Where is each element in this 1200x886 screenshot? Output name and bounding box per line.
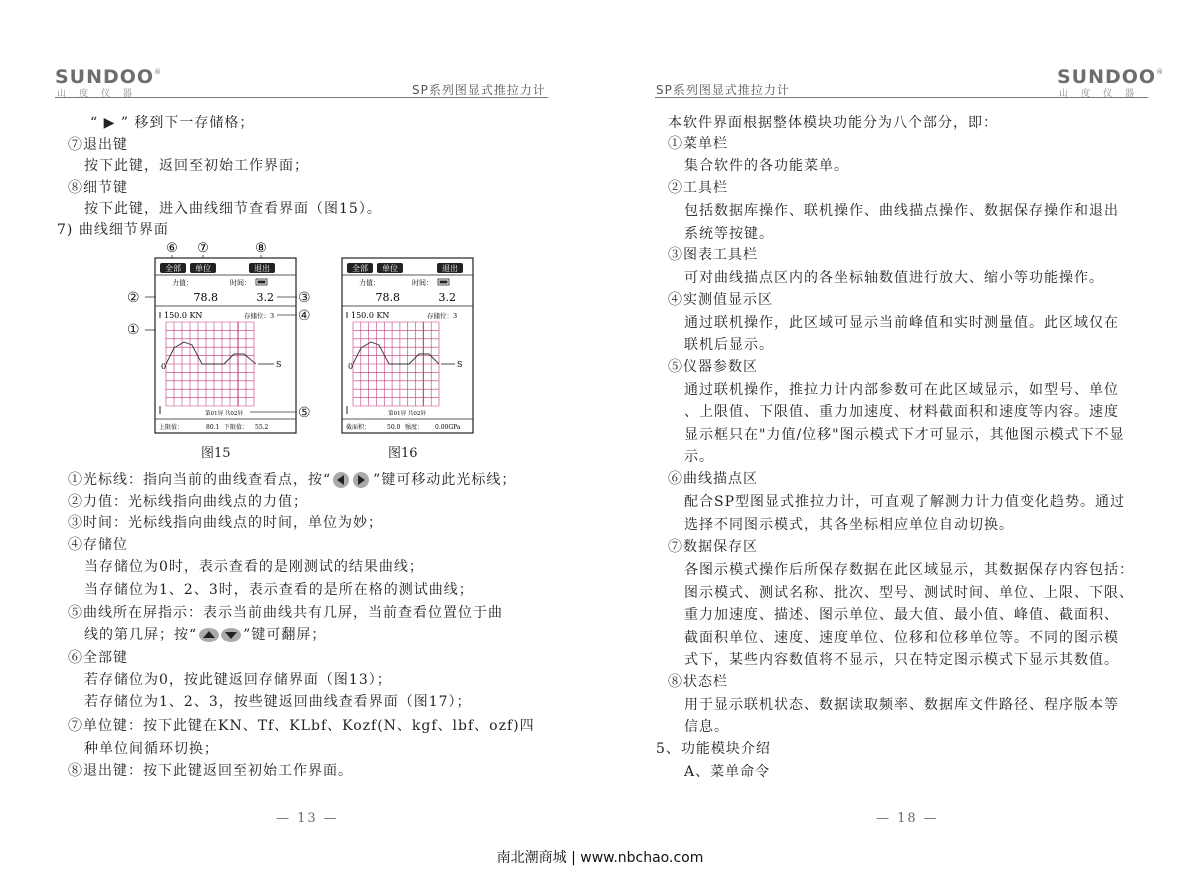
- svg-text:存储位：3: 存储位：3: [427, 312, 458, 320]
- section-heading: 7) 曲线细节界面: [57, 222, 169, 238]
- svg-text:55.2: 55.2: [255, 424, 269, 431]
- svg-text:0: 0: [348, 362, 354, 371]
- svg-text:第01屏 共02屏: 第01屏 共02屏: [388, 411, 426, 417]
- svg-text:存储位：3: 存储位：3: [244, 312, 275, 320]
- desc-line: ⑥全部键: [68, 650, 128, 666]
- text-line: 通过联机操作，推拉力计内部参数可在此区域显示，如型号、单位: [684, 382, 1119, 398]
- desc-line: ⑦单位键：按下此键在KN、Tf、KLbf、Kozf(N、kgf、lbf、ozf)四: [68, 718, 535, 734]
- desc-line: ②力值：光标线指向曲线点的力值；: [68, 494, 308, 510]
- desc-line: 线的第几屏；按“ ”键可翻屏；: [84, 627, 327, 643]
- unit-button-label: 单位: [195, 264, 211, 273]
- page-header-title: SP系列图显式推拉力计: [412, 83, 546, 97]
- header-rule: [55, 97, 548, 98]
- brand-logo: SUNDOO®: [1057, 66, 1165, 88]
- figure-16: [307, 238, 517, 438]
- text-line: 系统等按键。: [684, 226, 774, 242]
- desc-line: 种单位间循环切换；: [84, 741, 219, 757]
- brand-subtitle: 山度仪器: [57, 89, 146, 99]
- text-line: 图示模式、测试名称、批次、型号、测试时间、单位、上限、下限、: [684, 585, 1134, 601]
- callout-3: ③: [298, 290, 312, 306]
- text-line: 显示框只在"力值/位移"图示模式下才可显示，其他图示模式下不显: [684, 427, 1125, 443]
- text-line: ③图表工具栏: [668, 247, 758, 263]
- site-footer: 南北潮商城 | www.nbchao.com: [496, 850, 704, 866]
- callout-2: ②: [127, 290, 141, 306]
- svg-text:退出: 退出: [442, 264, 458, 273]
- text-line: 集合软件的各功能菜单。: [684, 158, 849, 174]
- desc-line: 若存储位为0，按此键返回存储界面（图13）；: [84, 672, 392, 688]
- text-line: 、上限值、下限值、重力加速度、材料截面积和速度等内容。速度: [684, 404, 1119, 420]
- callout-1: ①: [127, 322, 141, 338]
- desc-line: ③时间：光标线指向曲线点的时间，单位为妙；: [68, 515, 383, 531]
- text-line: “ ▶ ” 移到下一存储格；: [90, 115, 255, 131]
- desc-line: 当存储位为1、2、3时，表示查看的是所在格的测试曲线；: [84, 582, 474, 598]
- figure-15-caption: 图15: [201, 446, 231, 461]
- text-line: ⑦退出键: [68, 137, 128, 153]
- text-line: 配合SP型图显式推拉力计，可直观了解测力计力值变化趋势。通过: [684, 494, 1126, 510]
- svg-text:截面积：: 截面积：: [346, 424, 371, 431]
- text-line: ②工具栏: [668, 180, 728, 196]
- svg-text:150.0 KN: 150.0 KN: [164, 311, 203, 320]
- svg-text:上限值：: 上限值：: [159, 424, 184, 431]
- text-line: 信息。: [684, 719, 729, 735]
- text-line: 按下此键，返回至初始工作界面；: [84, 158, 309, 174]
- text-line: 截面积单位、速度、速度单位、位移和位移单位等。不同的图示模: [684, 630, 1119, 646]
- text-line: ⑦数据保存区: [668, 539, 758, 555]
- brand-subtitle: 山度仪器: [1059, 89, 1148, 99]
- text-line: 联机后显示。: [684, 337, 774, 353]
- svg-text:单位: 单位: [382, 264, 398, 273]
- text-line: ⑤仪器参数区: [668, 359, 758, 375]
- header-rule: [655, 97, 1148, 98]
- text-line: ④实测值显示区: [668, 292, 773, 308]
- brand-logo: SUNDOO®: [55, 66, 163, 88]
- desc-line: 若存储位为1、2、3，按些键返回曲线查看界面（图17）；: [84, 694, 472, 710]
- left-right-keys-icon: [331, 470, 373, 490]
- text-line: 用于显示联机状态、数据读取频率、数据库文件路径、程序版本等: [684, 697, 1119, 713]
- text-line: 选择不同图示模式，其各坐标相应单位自动切换。: [684, 517, 1014, 533]
- text-line: ①菜单栏: [668, 136, 728, 152]
- all-button-label: 全部: [165, 264, 181, 273]
- desc-line: 当存储位为0时，表示查看的是刚测试的结果曲线；: [84, 559, 424, 575]
- desc-line: ①光标线：指向当前的曲线查看点，按“ ”键可移动此光标线；: [68, 472, 517, 488]
- up-down-keys-icon: [197, 625, 243, 645]
- text-line: A、菜单命令: [684, 764, 771, 780]
- text-line: 式下，某些内容数值将不显示，只在特定图示模式下显示其数值。: [684, 652, 1119, 668]
- svg-text:下限值：: 下限值：: [224, 424, 249, 431]
- svg-text:力值：: 力值：: [359, 279, 380, 287]
- page-number: — 13 —: [276, 811, 339, 826]
- svg-text:第01屏 共02屏: 第01屏 共02屏: [205, 411, 243, 417]
- text-line: ⑧细节键: [68, 180, 128, 196]
- figure-16-caption: 图16: [388, 446, 418, 461]
- text-line: 包括数据库操作、联机操作、曲线描点操作、数据保存操作和退出: [684, 203, 1119, 219]
- callout-5: ⑤: [298, 405, 312, 421]
- callout-8: ⑧: [255, 241, 267, 256]
- text-line: 可对曲线描点区内的各坐标轴数值进行放大、缩小等功能操作。: [684, 270, 1104, 286]
- svg-text:0: 0: [161, 362, 167, 371]
- svg-text:150.0 KN: 150.0 KN: [351, 311, 390, 320]
- svg-text:78.8: 78.8: [375, 291, 400, 304]
- time-value: 3.2: [256, 291, 274, 304]
- callout-7: ⑦: [197, 241, 209, 256]
- text-line: ⑧状态栏: [668, 674, 728, 690]
- text-line: 按下此键，进入曲线细节查看界面（图15）。: [84, 201, 382, 217]
- page-number: — 18 —: [876, 811, 939, 826]
- svg-text:S: S: [457, 360, 463, 369]
- callout-6: ⑥: [166, 241, 178, 256]
- text-line: 本软件界面根据整体模块功能分为八个部分，即：: [668, 115, 998, 131]
- svg-text:时间：: 时间：: [412, 279, 433, 287]
- callout-4: ④: [298, 308, 312, 324]
- right-page: [600, 0, 1200, 886]
- exit-button-label: 退出: [254, 264, 270, 273]
- svg-text:0.00GPa: 0.00GPa: [435, 424, 461, 431]
- svg-text:强度：: 强度：: [405, 424, 424, 431]
- desc-line: ⑧退出键：按下此键返回至初始工作界面。: [68, 763, 353, 779]
- callout-leaders: [140, 280, 300, 420]
- text-line: 示。: [684, 449, 714, 465]
- text-line: 重力加速度、描述、图示单位、最大值、最小值、峰值、截面积、: [684, 607, 1119, 623]
- desc-line: ④存储位: [68, 537, 128, 553]
- svg-text:全部: 全部: [352, 264, 368, 273]
- svg-text:S: S: [276, 360, 282, 369]
- text-line: 5、功能模块介绍: [656, 741, 771, 757]
- text-line: 通过联机操作，此区域可显示当前峰值和实时测量值。此区域仅在: [684, 315, 1119, 331]
- svg-text:力值：: 力值：: [172, 279, 193, 287]
- page-header-title: SP系列图显式推拉力计: [656, 83, 790, 97]
- text-line: 各图示模式操作后所保存数据在此区域显示，其数据保存内容包括：: [684, 562, 1134, 578]
- svg-text:时间：: 时间：: [230, 279, 251, 287]
- text-line: ⑥曲线描点区: [668, 471, 758, 487]
- svg-text:50.0: 50.0: [387, 424, 401, 431]
- desc-line: ⑤曲线所在屏指示：表示当前曲线共有几屏，当前查看位置位于曲: [68, 605, 503, 621]
- force-value: 78.8: [193, 291, 218, 304]
- svg-text:80.1: 80.1: [206, 424, 220, 431]
- svg-text:3.2: 3.2: [438, 291, 456, 304]
